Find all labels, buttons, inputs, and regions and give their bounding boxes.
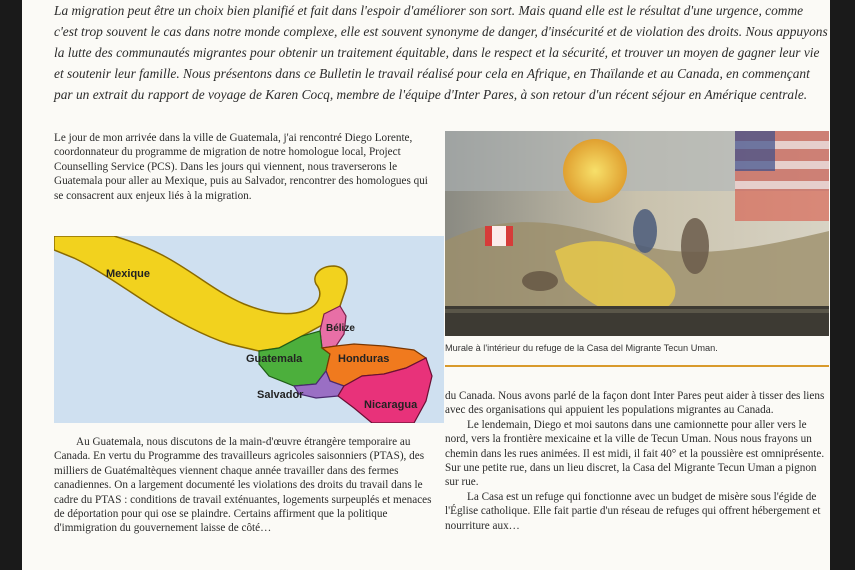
guatemala-paragraph: Au Guatemala, nous discutons de la main-d'œuvre étrangère temporaire au Canada. En vertu du Programme des travailleurs agricoles saisonniers (PTAS), des milliers de Guatémaltèques viennent chaque année travailler dans des fermes canadiennes. On a largement documenté les violations des droits du travail dans le cadre du PTAS : conditions de travail exténuantes, logements surpeuplés et menaces de déportation pour qui ose se plaindre. Certains affirment que la politique d'immigration du gouvernement laisse de côté… (54, 436, 432, 535)
central-america-map (54, 236, 444, 423)
document-page (22, 0, 830, 570)
mural-photo (445, 131, 829, 336)
mural-sun (563, 139, 627, 203)
map-label-guatemala: Guatemala (246, 353, 303, 365)
left-column-bottom (54, 435, 436, 536)
map-label-nicaragua: Nicaragua (364, 399, 418, 411)
map-label-belize: Bélize (326, 323, 355, 334)
intro-paragraph: La migration peut être un choix bien planifié et fait dans l'espoir d'améliorer son sort. Mais quand elle est le résultat d'une urgence, comme c'est trop souvent le cas dans notre monde complexe, elle est souvent synonyme de danger, d'insécurité et de violation des droits. Nous appuyons la lutte des communautés migrantes pour obtenir un traitement équitable, dans le respect et la sécurité, et trouver un moyen de gagner leur vie et soutenir leur famille. Nous présentons dans ce Bulletin le travail réalisé pour cela en Afrique, en Thaïlande et au Canada, en commençant par un extrait du rapport de voyage de Karen Cocq, membre de l'équipe d'Inter Pares, à son retour d'un récent séjour en Amérique centrale. (54, 3, 828, 102)
map-graphic (54, 236, 444, 423)
map-label-mexique: Mexique (106, 268, 151, 280)
arrival-paragraph: Le jour de mon arrivée dans la ville de Guatemala, j'ai rencontré Diego Lorente, coordonnateur du programme de migration de notre homologue local, Project Counselling Service (PCS). Dans les jours qui viennent, nous traverserons le Guatemala pour aller au Mexique, puis au Salvador, rencontrer des homologues qui se consacrent aux enjeux liés à la migration. (54, 132, 428, 202)
map-label-honduras: Honduras (338, 353, 390, 365)
photo-caption: Murale à l'intérieur du refuge de la Casa del Migrante Tecun Uman. (445, 343, 718, 353)
mural-image (445, 131, 829, 336)
right-paragraph-1: du Canada. Nous avons parlé de la façon dont Inter Pares peut aider à tisser des liens avec des organisations qui appuient les populations migrantes au Canada. (445, 390, 825, 417)
right-paragraph-3: La Casa est un refuge qui fonctionne avec un budget de misère sous l'égide de l'Église catholique. Elle fait partie d'un réseau de refuges qui offrent hébergement et nourriture aux… (445, 490, 821, 532)
caption-divider (445, 365, 829, 367)
right-column-bottom (445, 389, 829, 533)
left-column-top (54, 131, 434, 203)
right-paragraph-2: Le lendemain, Diego et moi sautons dans une camionnette pour aller vers le nord, vers la frontière mexicaine et la ville de Tecun Uman. Nous nous frayons un chemin dans les rues animées. Il est midi, il fait 40° et la poussière est omniprésente. Sur une petite rue, dans un lieu discret, la Casa del Migrante Tecun Uman a pignon sur rue. (445, 418, 825, 489)
map-label-salvador: Salvador (257, 389, 304, 401)
